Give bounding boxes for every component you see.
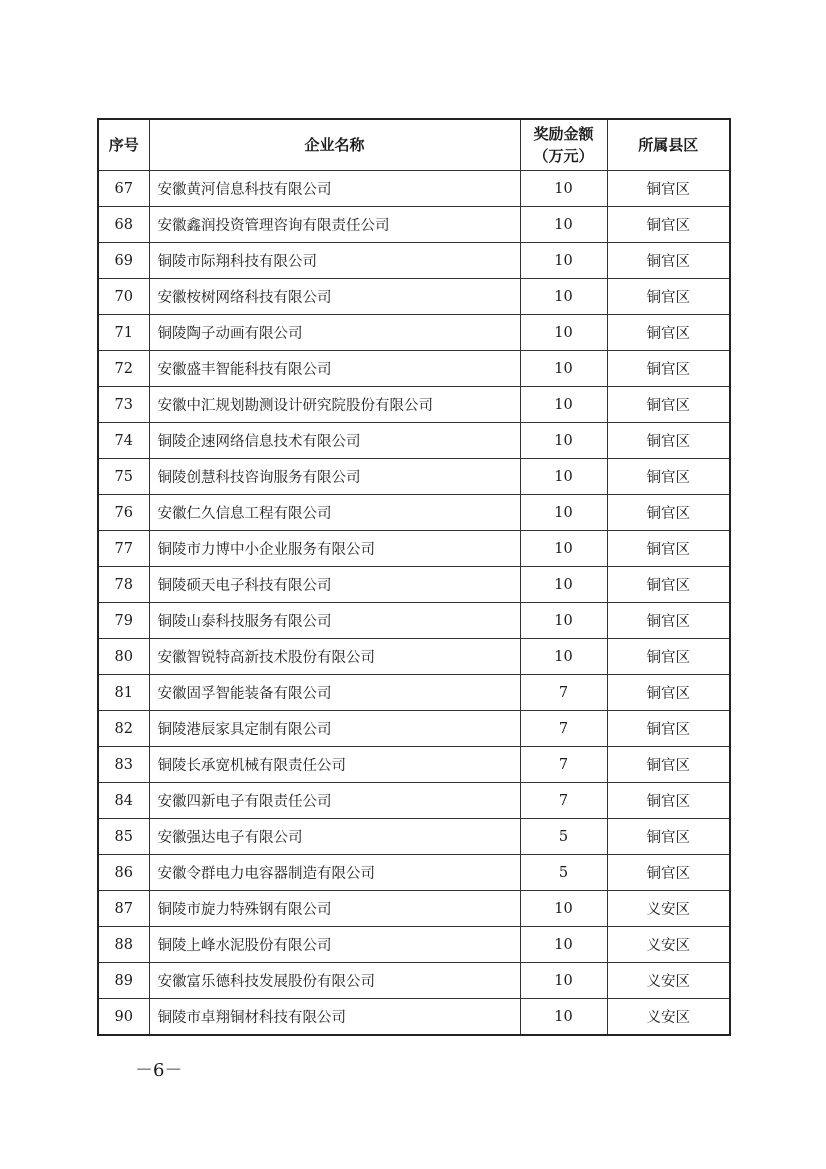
cell-amount: 10 [520,387,607,423]
cell-no: 74 [98,423,149,459]
header-district: 所属县区 [607,119,730,171]
table-row [98,351,730,387]
table-row [98,711,730,747]
cell-district: 义安区 [607,963,730,999]
cell-amount: 10 [520,999,607,1036]
cell-no: 89 [98,963,149,999]
cell-district: 铜官区 [607,639,730,675]
table-row [98,927,730,963]
cell-district: 铜官区 [607,351,730,387]
cell-district: 铜官区 [607,423,730,459]
cell-company-name: 铜陵陶子动画有限公司 [149,315,520,351]
cell-amount: 5 [520,819,607,855]
table-row [98,567,730,603]
cell-district: 铜官区 [607,315,730,351]
cell-district: 铜官区 [607,747,730,783]
cell-company-name: 安徽中汇规划勘测设计研究院股份有限公司 [149,387,520,423]
cell-district: 铜官区 [607,567,730,603]
header-amount-line2: （万元） [533,147,594,165]
cell-no: 67 [98,171,149,207]
table-row [98,819,730,855]
table-row [98,855,730,891]
table-row [98,891,730,927]
cell-amount: 10 [520,351,607,387]
table-row [98,243,730,279]
table-row [98,387,730,423]
cell-amount: 10 [520,243,607,279]
cell-district: 铜官区 [607,675,730,711]
cell-no: 69 [98,243,149,279]
cell-district: 铜官区 [607,783,730,819]
cell-district: 铜官区 [607,387,730,423]
cell-amount: 10 [520,171,607,207]
cell-no: 80 [98,639,149,675]
cell-company-name: 铜陵市旋力特殊钢有限公司 [149,891,520,927]
cell-company-name: 铜陵创慧科技咨询服务有限公司 [149,459,520,495]
cell-company-name: 安徽固孚智能装备有限公司 [149,675,520,711]
cell-district: 铜官区 [607,711,730,747]
cell-district: 义安区 [607,999,730,1036]
cell-no: 73 [98,387,149,423]
cell-amount: 7 [520,711,607,747]
table-row [98,459,730,495]
table-row [98,279,730,315]
cell-company-name: 安徽桉树网络科技有限公司 [149,279,520,315]
cell-company-name: 安徽黄河信息科技有限公司 [149,171,520,207]
cell-no: 70 [98,279,149,315]
cell-district: 铜官区 [607,171,730,207]
cell-no: 86 [98,855,149,891]
cell-amount: 10 [520,279,607,315]
table-body [98,171,730,1036]
cell-amount: 7 [520,675,607,711]
header-row [98,119,730,171]
cell-company-name: 铜陵上峰水泥股份有限公司 [149,927,520,963]
cell-amount: 5 [520,855,607,891]
cell-company-name: 铜陵市力博中小企业服务有限公司 [149,531,520,567]
page-number: －6－ [135,1060,183,1081]
cell-company-name: 铜陵港辰家具定制有限公司 [149,711,520,747]
header-name: 企业名称 [149,119,520,171]
cell-district: 铜官区 [607,243,730,279]
cell-company-name: 铜陵市际翔科技有限公司 [149,243,520,279]
cell-no: 90 [98,999,149,1036]
cell-district: 铜官区 [607,279,730,315]
cell-no: 77 [98,531,149,567]
cell-company-name: 安徽盛丰智能科技有限公司 [149,351,520,387]
cell-no: 87 [98,891,149,927]
header-amount [520,119,607,171]
cell-no: 72 [98,351,149,387]
cell-amount: 10 [520,315,607,351]
cell-company-name: 安徽强达电子有限公司 [149,819,520,855]
cell-amount: 10 [520,603,607,639]
cell-company-name: 铜陵市卓翔铜材科技有限公司 [149,999,520,1036]
cell-company-name: 铜陵长承宽机械有限责任公司 [149,747,520,783]
cell-district: 铜官区 [607,855,730,891]
cell-company-name: 安徽四新电子有限责任公司 [149,783,520,819]
award-table [97,118,731,1036]
table-row [98,639,730,675]
cell-no: 79 [98,603,149,639]
table-row [98,423,730,459]
cell-company-name: 铜陵企速网络信息技术有限公司 [149,423,520,459]
cell-district: 铜官区 [607,207,730,243]
table-row [98,531,730,567]
cell-amount: 10 [520,891,607,927]
cell-company-name: 铜陵硕天电子科技有限公司 [149,567,520,603]
cell-amount: 10 [520,639,607,675]
cell-amount: 10 [520,963,607,999]
cell-no: 82 [98,711,149,747]
table-row [98,603,730,639]
table-row [98,999,730,1036]
cell-no: 84 [98,783,149,819]
cell-district: 铜官区 [607,819,730,855]
cell-no: 76 [98,495,149,531]
table-row [98,783,730,819]
cell-amount: 7 [520,783,607,819]
cell-no: 88 [98,927,149,963]
cell-amount: 10 [520,207,607,243]
cell-no: 75 [98,459,149,495]
cell-district: 铜官区 [607,495,730,531]
cell-district: 铜官区 [607,459,730,495]
cell-district: 铜官区 [607,603,730,639]
cell-amount: 7 [520,747,607,783]
cell-company-name: 安徽富乐德科技发展股份有限公司 [149,963,520,999]
header-amount-line1: 奖励金额 [533,125,594,143]
table-row [98,747,730,783]
header-no: 序号 [98,119,149,171]
cell-amount: 10 [520,423,607,459]
cell-district: 义安区 [607,927,730,963]
cell-amount: 10 [520,531,607,567]
cell-no: 78 [98,567,149,603]
cell-no: 85 [98,819,149,855]
table-header [98,119,730,171]
cell-company-name: 安徽智锐特高新技术股份有限公司 [149,639,520,675]
table-row [98,207,730,243]
table-row [98,963,730,999]
cell-company-name: 铜陵山泰科技服务有限公司 [149,603,520,639]
award-table-container [97,118,729,1036]
cell-district: 义安区 [607,891,730,927]
cell-company-name: 安徽令群电力电容器制造有限公司 [149,855,520,891]
cell-district: 铜官区 [607,531,730,567]
cell-no: 71 [98,315,149,351]
cell-company-name: 安徽仁久信息工程有限公司 [149,495,520,531]
cell-amount: 10 [520,927,607,963]
table-row [98,171,730,207]
cell-no: 81 [98,675,149,711]
table-row [98,675,730,711]
table-row [98,495,730,531]
cell-company-name: 安徽鑫润投资管理咨询有限责任公司 [149,207,520,243]
cell-no: 68 [98,207,149,243]
cell-no: 83 [98,747,149,783]
cell-amount: 10 [520,495,607,531]
table-row [98,315,730,351]
cell-amount: 10 [520,567,607,603]
cell-amount: 10 [520,459,607,495]
